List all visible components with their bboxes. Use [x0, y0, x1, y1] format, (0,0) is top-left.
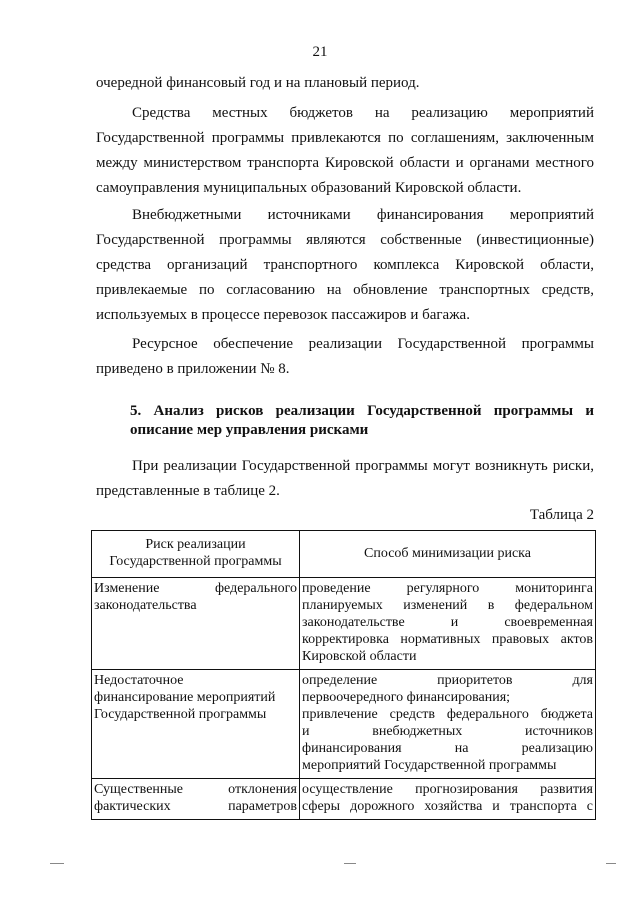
text-line: средства организаций транспортного комплекса Кировской области,: [96, 257, 594, 273]
header-text: Риск реализации: [145, 537, 246, 552]
mitigation-cell: [300, 779, 596, 820]
scan-artifact: [344, 863, 356, 864]
table-row: [92, 578, 596, 670]
cell-line: Недостаточное: [94, 673, 184, 688]
cell-line: финансирование мероприятий: [94, 690, 276, 705]
text-line: Ресурсное обеспечение реализации Государственной программы: [132, 336, 594, 352]
page-number: 21: [312, 44, 328, 60]
cell-line: законодательства: [94, 598, 197, 613]
header-text: Государственной программы: [109, 554, 282, 569]
cell-line: Изменение федерального: [94, 581, 297, 596]
paragraph-extrabudgetary: [96, 203, 594, 328]
text-line: между министерством транспорта Кировской области и органами местного: [96, 155, 594, 171]
text-line: очередной финансовый год и на плановый период.: [96, 75, 420, 91]
text-line: привлекаемые по согласованию на обновление транспортных средств,: [96, 282, 594, 298]
cell-line: первоочередного финансирования;: [302, 690, 511, 705]
cell-line: фактических параметров: [94, 799, 297, 814]
text-line: Средства местных бюджетов на реализацию мероприятий: [132, 105, 594, 121]
cell-line: мероприятий Государственной программы: [302, 758, 557, 773]
cell-line: планируемых изменений в федеральном: [302, 598, 593, 613]
text-line: При реализации Государственной программы могут возникнуть риски,: [132, 458, 594, 474]
table-header-row: [92, 531, 596, 578]
scan-artifact: [606, 863, 616, 864]
paragraph-resource-support: [96, 332, 594, 382]
cell-line: сферы дорожного хозяйства и транспорта с: [302, 799, 593, 814]
mitigation-cell: [300, 670, 596, 779]
heading-line: описание мер управления рисками: [130, 422, 369, 438]
text-line: используемых в процессе перевозок пассажиров и багажа.: [96, 307, 470, 323]
text-line: самоуправления муниципальных образований Кировской области.: [96, 180, 522, 196]
text-line: Государственной программы привлекаются по соглашениям, заключенным: [96, 130, 594, 146]
paragraph-continuation: [96, 71, 594, 96]
heading-line: 5. Анализ рисков реализации Государственной программы и: [130, 403, 594, 419]
header-text: Способ минимизации риска: [364, 545, 531, 561]
cell-line: корректировка нормативных правовых актов: [302, 632, 593, 647]
risk-cell: [92, 578, 300, 670]
table-row: [92, 670, 596, 779]
section-heading: [130, 402, 594, 440]
table-row: [92, 779, 596, 820]
risk-cell: [92, 670, 300, 779]
header-mitigation: [300, 531, 596, 578]
risk-cell: [92, 779, 300, 820]
cell-line: Кировской области: [302, 649, 417, 664]
text-line: представленные в таблице 2.: [96, 483, 280, 499]
header-risk: [92, 531, 300, 578]
mitigation-cell: [300, 578, 596, 670]
cell-line: Государственной программы: [94, 707, 267, 722]
paragraph-local-budgets: [96, 101, 594, 201]
cell-line: привлечение средств федерального бюджета: [302, 707, 593, 722]
cell-line: проведение регулярного мониторинга: [302, 581, 593, 596]
cell-line: определение приоритетов для: [302, 673, 593, 688]
risk-table: [91, 530, 596, 820]
cell-line: законодательстве и своевременная: [302, 615, 593, 630]
text-line: приведено в приложении № 8.: [96, 361, 290, 377]
text-line: Внебюджетными источниками финансирования мероприятий: [132, 207, 594, 223]
table-label: Таблица 2: [529, 507, 594, 523]
cell-line: финансирования на реализацию: [302, 741, 593, 756]
cell-line: и внебюджетных источников: [302, 724, 593, 739]
cell-line: Существенные отклонения: [94, 782, 297, 797]
cell-line: осуществление прогнозирования развития: [302, 782, 593, 797]
scan-artifact: [50, 863, 64, 864]
paragraph-risks-intro: [96, 454, 594, 504]
text-line: Государственной программы являются собственные (инвестиционные): [96, 232, 594, 248]
